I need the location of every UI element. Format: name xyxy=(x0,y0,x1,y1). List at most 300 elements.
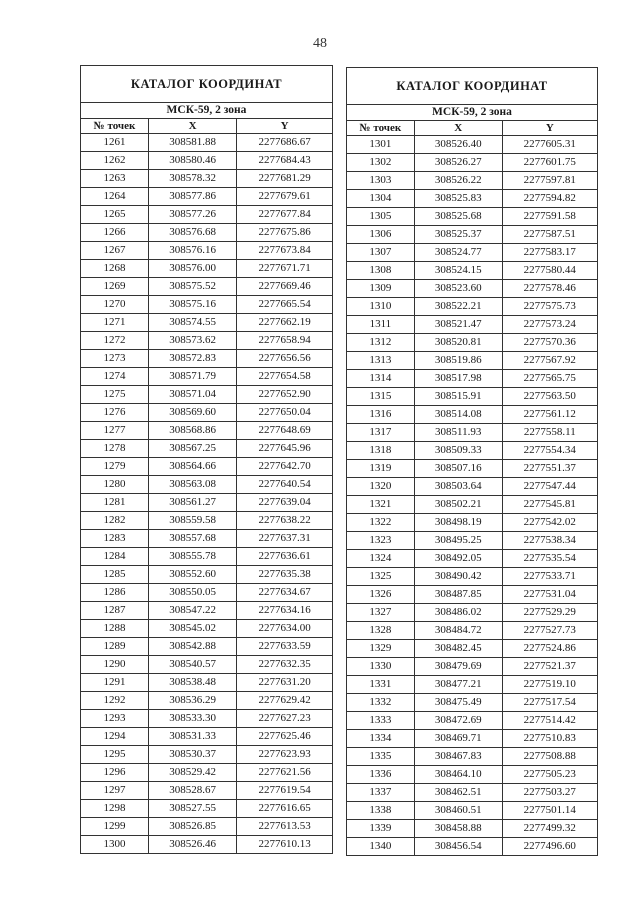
point-number-cell: 1276 xyxy=(81,404,149,422)
table-row xyxy=(347,532,598,550)
x-coordinate-cell: 308555.78 xyxy=(149,548,237,566)
table-row xyxy=(347,550,598,568)
catalog-body xyxy=(347,136,598,856)
table-row xyxy=(347,514,598,532)
y-coordinate-cell: 2277634.00 xyxy=(237,620,333,638)
table-row xyxy=(347,730,598,748)
x-coordinate-cell: 308559.58 xyxy=(149,512,237,530)
x-coordinate-cell: 308464.10 xyxy=(414,766,502,784)
y-coordinate-cell: 2277583.17 xyxy=(502,244,597,262)
y-coordinate-cell: 2277510.83 xyxy=(502,730,597,748)
x-coordinate-cell: 308576.00 xyxy=(149,260,237,278)
point-number-cell: 1270 xyxy=(81,296,149,314)
table-row xyxy=(81,188,333,206)
point-number-cell: 1329 xyxy=(347,640,415,658)
y-coordinate-cell: 2277505.23 xyxy=(502,766,597,784)
table-row xyxy=(347,676,598,694)
x-coordinate-cell: 308575.52 xyxy=(149,278,237,296)
y-coordinate-cell: 2277665.54 xyxy=(237,296,333,314)
x-coordinate-cell: 308547.22 xyxy=(149,602,237,620)
table-row xyxy=(347,280,598,298)
point-number-cell: 1312 xyxy=(347,334,415,352)
point-number-cell: 1264 xyxy=(81,188,149,206)
table-row xyxy=(81,800,333,818)
catalog-title: КАТАЛОГ КООРДИНАТ xyxy=(81,66,333,103)
x-coordinate-cell: 308479.69 xyxy=(414,658,502,676)
x-coordinate-cell: 308509.33 xyxy=(414,442,502,460)
table-row xyxy=(81,566,333,584)
x-coordinate-cell: 308507.16 xyxy=(414,460,502,478)
y-coordinate-cell: 2277634.67 xyxy=(237,584,333,602)
point-number-cell: 1263 xyxy=(81,170,149,188)
y-coordinate-cell: 2277662.19 xyxy=(237,314,333,332)
table-row xyxy=(81,530,333,548)
table-row xyxy=(347,190,598,208)
table-row xyxy=(347,442,598,460)
point-number-cell: 1325 xyxy=(347,568,415,586)
y-coordinate-cell: 2277633.59 xyxy=(237,638,333,656)
y-coordinate-cell: 2277650.04 xyxy=(237,404,333,422)
y-coordinate-cell: 2277575.73 xyxy=(502,298,597,316)
point-number-cell: 1337 xyxy=(347,784,415,802)
table-row xyxy=(81,710,333,728)
point-number-cell: 1287 xyxy=(81,602,149,620)
table-row xyxy=(81,764,333,782)
x-coordinate-cell: 308477.21 xyxy=(414,676,502,694)
y-coordinate-cell: 2277565.75 xyxy=(502,370,597,388)
coordinate-catalog-right xyxy=(346,67,598,856)
point-number-cell: 1323 xyxy=(347,532,415,550)
table-row xyxy=(81,512,333,530)
y-coordinate-cell: 2277561.12 xyxy=(502,406,597,424)
y-coordinate-cell: 2277671.71 xyxy=(237,260,333,278)
table-row xyxy=(347,316,598,334)
x-coordinate-cell: 308533.30 xyxy=(149,710,237,728)
point-number-cell: 1318 xyxy=(347,442,415,460)
x-coordinate-cell: 308462.51 xyxy=(414,784,502,802)
y-coordinate-cell: 2277677.84 xyxy=(237,206,333,224)
table-row xyxy=(81,548,333,566)
y-coordinate-cell: 2277675.86 xyxy=(237,224,333,242)
point-number-cell: 1292 xyxy=(81,692,149,710)
y-coordinate-cell: 2277538.34 xyxy=(502,532,597,550)
x-coordinate-cell: 308571.79 xyxy=(149,368,237,386)
point-number-cell: 1299 xyxy=(81,818,149,836)
table-row xyxy=(347,388,598,406)
table-row xyxy=(347,226,598,244)
y-coordinate-cell: 2277636.61 xyxy=(237,548,333,566)
point-number-cell: 1319 xyxy=(347,460,415,478)
point-number-cell: 1320 xyxy=(347,478,415,496)
y-coordinate-cell: 2277621.56 xyxy=(237,764,333,782)
point-number-cell: 1311 xyxy=(347,316,415,334)
y-coordinate-cell: 2277610.13 xyxy=(237,836,333,854)
table-row xyxy=(81,494,333,512)
point-number-cell: 1267 xyxy=(81,242,149,260)
table-row xyxy=(81,404,333,422)
x-coordinate-cell: 308567.25 xyxy=(149,440,237,458)
point-number-cell: 1295 xyxy=(81,746,149,764)
table-row xyxy=(347,406,598,424)
y-coordinate-cell: 2277594.82 xyxy=(502,190,597,208)
column-header-point-number: № точек xyxy=(81,119,149,134)
x-coordinate-cell: 308525.83 xyxy=(414,190,502,208)
x-coordinate-cell: 308527.55 xyxy=(149,800,237,818)
table-row xyxy=(347,838,598,856)
y-coordinate-cell: 2277637.31 xyxy=(237,530,333,548)
point-number-cell: 1340 xyxy=(347,838,415,856)
point-number-cell: 1282 xyxy=(81,512,149,530)
table-row xyxy=(347,640,598,658)
point-number-cell: 1265 xyxy=(81,206,149,224)
x-coordinate-cell: 308472.69 xyxy=(414,712,502,730)
point-number-cell: 1321 xyxy=(347,496,415,514)
x-coordinate-cell: 308486.02 xyxy=(414,604,502,622)
point-number-cell: 1278 xyxy=(81,440,149,458)
x-coordinate-cell: 308490.42 xyxy=(414,568,502,586)
y-coordinate-cell: 2277529.29 xyxy=(502,604,597,622)
y-coordinate-cell: 2277531.04 xyxy=(502,586,597,604)
table-row xyxy=(347,460,598,478)
column-header-x: X xyxy=(414,121,502,136)
x-coordinate-cell: 308540.57 xyxy=(149,656,237,674)
table-row xyxy=(81,224,333,242)
column-header-x: X xyxy=(149,119,237,134)
point-number-cell: 1331 xyxy=(347,676,415,694)
y-coordinate-cell: 2277508.88 xyxy=(502,748,597,766)
x-coordinate-cell: 308545.02 xyxy=(149,620,237,638)
table-row xyxy=(347,586,598,604)
point-number-cell: 1330 xyxy=(347,658,415,676)
x-coordinate-cell: 308536.29 xyxy=(149,692,237,710)
table-row xyxy=(81,620,333,638)
point-number-cell: 1307 xyxy=(347,244,415,262)
table-row xyxy=(347,424,598,442)
x-coordinate-cell: 308529.42 xyxy=(149,764,237,782)
y-coordinate-cell: 2277563.50 xyxy=(502,388,597,406)
x-coordinate-cell: 308569.60 xyxy=(149,404,237,422)
column-header-y: Y xyxy=(502,121,597,136)
y-coordinate-cell: 2277597.81 xyxy=(502,172,597,190)
y-coordinate-cell: 2277625.46 xyxy=(237,728,333,746)
catalog-title: КАТАЛОГ КООРДИНАТ xyxy=(347,68,598,105)
x-coordinate-cell: 308563.08 xyxy=(149,476,237,494)
y-coordinate-cell: 2277570.36 xyxy=(502,334,597,352)
y-coordinate-cell: 2277517.54 xyxy=(502,694,597,712)
x-coordinate-cell: 308575.16 xyxy=(149,296,237,314)
point-number-cell: 1273 xyxy=(81,350,149,368)
table-row xyxy=(347,748,598,766)
x-coordinate-cell: 308577.26 xyxy=(149,206,237,224)
point-number-cell: 1313 xyxy=(347,352,415,370)
y-coordinate-cell: 2277679.61 xyxy=(237,188,333,206)
table-row xyxy=(81,440,333,458)
point-number-cell: 1298 xyxy=(81,800,149,818)
table-row xyxy=(347,712,598,730)
column-header-point-number: № точек xyxy=(347,121,415,136)
point-number-cell: 1289 xyxy=(81,638,149,656)
table-row xyxy=(347,766,598,784)
x-coordinate-cell: 308525.68 xyxy=(414,208,502,226)
x-coordinate-cell: 308517.98 xyxy=(414,370,502,388)
x-coordinate-cell: 308514.08 xyxy=(414,406,502,424)
point-number-cell: 1283 xyxy=(81,530,149,548)
point-number-cell: 1277 xyxy=(81,422,149,440)
point-number-cell: 1272 xyxy=(81,332,149,350)
x-coordinate-cell: 308502.21 xyxy=(414,496,502,514)
y-coordinate-cell: 2277521.37 xyxy=(502,658,597,676)
x-coordinate-cell: 308482.45 xyxy=(414,640,502,658)
y-coordinate-cell: 2277514.42 xyxy=(502,712,597,730)
point-number-cell: 1271 xyxy=(81,314,149,332)
point-number-cell: 1333 xyxy=(347,712,415,730)
x-coordinate-cell: 308580.46 xyxy=(149,152,237,170)
y-coordinate-cell: 2277587.51 xyxy=(502,226,597,244)
x-coordinate-cell: 308538.48 xyxy=(149,674,237,692)
x-coordinate-cell: 308523.60 xyxy=(414,280,502,298)
point-number-cell: 1332 xyxy=(347,694,415,712)
y-coordinate-cell: 2277627.23 xyxy=(237,710,333,728)
x-coordinate-cell: 308475.49 xyxy=(414,694,502,712)
y-coordinate-cell: 2277503.27 xyxy=(502,784,597,802)
y-coordinate-cell: 2277669.46 xyxy=(237,278,333,296)
x-coordinate-cell: 308526.27 xyxy=(414,154,502,172)
table-row xyxy=(347,208,598,226)
y-coordinate-cell: 2277558.11 xyxy=(502,424,597,442)
point-number-cell: 1269 xyxy=(81,278,149,296)
y-coordinate-cell: 2277640.54 xyxy=(237,476,333,494)
y-coordinate-cell: 2277635.38 xyxy=(237,566,333,584)
point-number-cell: 1302 xyxy=(347,154,415,172)
point-number-cell: 1293 xyxy=(81,710,149,728)
y-coordinate-cell: 2277613.53 xyxy=(237,818,333,836)
x-coordinate-cell: 308564.66 xyxy=(149,458,237,476)
x-coordinate-cell: 308522.21 xyxy=(414,298,502,316)
point-number-cell: 1279 xyxy=(81,458,149,476)
table-row xyxy=(347,262,598,280)
point-number-cell: 1309 xyxy=(347,280,415,298)
table-row xyxy=(347,136,598,154)
table-row xyxy=(347,478,598,496)
point-number-cell: 1297 xyxy=(81,782,149,800)
table-row xyxy=(347,604,598,622)
point-number-cell: 1291 xyxy=(81,674,149,692)
y-coordinate-cell: 2277542.02 xyxy=(502,514,597,532)
table-row xyxy=(347,658,598,676)
point-number-cell: 1315 xyxy=(347,388,415,406)
y-coordinate-cell: 2277658.94 xyxy=(237,332,333,350)
table-row xyxy=(81,476,333,494)
point-number-cell: 1301 xyxy=(347,136,415,154)
y-coordinate-cell: 2277631.20 xyxy=(237,674,333,692)
y-coordinate-cell: 2277535.54 xyxy=(502,550,597,568)
table-row xyxy=(347,244,598,262)
point-number-cell: 1306 xyxy=(347,226,415,244)
x-coordinate-cell: 308530.37 xyxy=(149,746,237,764)
column-header-y: Y xyxy=(237,119,333,134)
point-number-cell: 1266 xyxy=(81,224,149,242)
point-number-cell: 1308 xyxy=(347,262,415,280)
table-row xyxy=(81,746,333,764)
point-number-cell: 1262 xyxy=(81,152,149,170)
table-row xyxy=(81,350,333,368)
point-number-cell: 1317 xyxy=(347,424,415,442)
table-row xyxy=(347,496,598,514)
y-coordinate-cell: 2277648.69 xyxy=(237,422,333,440)
x-coordinate-cell: 308531.33 xyxy=(149,728,237,746)
point-number-cell: 1339 xyxy=(347,820,415,838)
table-row xyxy=(347,802,598,820)
table-row xyxy=(81,332,333,350)
x-coordinate-cell: 308550.05 xyxy=(149,584,237,602)
x-coordinate-cell: 308521.47 xyxy=(414,316,502,334)
point-number-cell: 1335 xyxy=(347,748,415,766)
point-number-cell: 1316 xyxy=(347,406,415,424)
point-number-cell: 1288 xyxy=(81,620,149,638)
point-number-cell: 1286 xyxy=(81,584,149,602)
x-coordinate-cell: 308552.60 xyxy=(149,566,237,584)
x-coordinate-cell: 308460.51 xyxy=(414,802,502,820)
x-coordinate-cell: 308467.83 xyxy=(414,748,502,766)
table-row xyxy=(81,584,333,602)
x-coordinate-cell: 308528.67 xyxy=(149,782,237,800)
point-number-cell: 1322 xyxy=(347,514,415,532)
table-row xyxy=(347,820,598,838)
point-number-cell: 1275 xyxy=(81,386,149,404)
y-coordinate-cell: 2277642.70 xyxy=(237,458,333,476)
x-coordinate-cell: 308503.64 xyxy=(414,478,502,496)
x-coordinate-cell: 308576.68 xyxy=(149,224,237,242)
y-coordinate-cell: 2277547.44 xyxy=(502,478,597,496)
y-coordinate-cell: 2277638.22 xyxy=(237,512,333,530)
point-number-cell: 1334 xyxy=(347,730,415,748)
point-number-cell: 1310 xyxy=(347,298,415,316)
y-coordinate-cell: 2277591.58 xyxy=(502,208,597,226)
x-coordinate-cell: 308568.86 xyxy=(149,422,237,440)
x-coordinate-cell: 308573.62 xyxy=(149,332,237,350)
y-coordinate-cell: 2277652.90 xyxy=(237,386,333,404)
point-number-cell: 1303 xyxy=(347,172,415,190)
table-row xyxy=(347,352,598,370)
y-coordinate-cell: 2277567.92 xyxy=(502,352,597,370)
x-coordinate-cell: 308526.46 xyxy=(149,836,237,854)
x-coordinate-cell: 308515.91 xyxy=(414,388,502,406)
y-coordinate-cell: 2277580.44 xyxy=(502,262,597,280)
coordinate-catalog-left xyxy=(80,65,333,854)
table-row xyxy=(347,568,598,586)
table-row xyxy=(347,154,598,172)
table-row xyxy=(347,172,598,190)
x-coordinate-cell: 308519.86 xyxy=(414,352,502,370)
point-number-cell: 1314 xyxy=(347,370,415,388)
table-row xyxy=(347,784,598,802)
point-number-cell: 1328 xyxy=(347,622,415,640)
x-coordinate-cell: 308526.85 xyxy=(149,818,237,836)
x-coordinate-cell: 308561.27 xyxy=(149,494,237,512)
point-number-cell: 1284 xyxy=(81,548,149,566)
table-row xyxy=(81,818,333,836)
x-coordinate-cell: 308492.05 xyxy=(414,550,502,568)
y-coordinate-cell: 2277519.10 xyxy=(502,676,597,694)
point-number-cell: 1294 xyxy=(81,728,149,746)
table-row xyxy=(81,206,333,224)
y-coordinate-cell: 2277601.75 xyxy=(502,154,597,172)
catalog-zone: МСК-59, 2 зона xyxy=(347,105,598,121)
point-number-cell: 1327 xyxy=(347,604,415,622)
y-coordinate-cell: 2277545.81 xyxy=(502,496,597,514)
table-row xyxy=(81,782,333,800)
table-row xyxy=(81,638,333,656)
x-coordinate-cell: 308456.54 xyxy=(414,838,502,856)
point-number-cell: 1326 xyxy=(347,586,415,604)
point-number-cell: 1285 xyxy=(81,566,149,584)
y-coordinate-cell: 2277639.04 xyxy=(237,494,333,512)
y-coordinate-cell: 2277629.42 xyxy=(237,692,333,710)
x-coordinate-cell: 308498.19 xyxy=(414,514,502,532)
y-coordinate-cell: 2277573.24 xyxy=(502,316,597,334)
table-row xyxy=(347,622,598,640)
table-row xyxy=(81,656,333,674)
x-coordinate-cell: 308495.25 xyxy=(414,532,502,550)
y-coordinate-cell: 2277654.58 xyxy=(237,368,333,386)
point-number-cell: 1336 xyxy=(347,766,415,784)
x-coordinate-cell: 308524.15 xyxy=(414,262,502,280)
x-coordinate-cell: 308484.72 xyxy=(414,622,502,640)
y-coordinate-cell: 2277634.16 xyxy=(237,602,333,620)
table-row xyxy=(81,134,333,152)
page-number: 48 xyxy=(313,36,327,51)
y-coordinate-cell: 2277681.29 xyxy=(237,170,333,188)
y-coordinate-cell: 2277527.73 xyxy=(502,622,597,640)
x-coordinate-cell: 308577.86 xyxy=(149,188,237,206)
table-row xyxy=(347,370,598,388)
y-coordinate-cell: 2277578.46 xyxy=(502,280,597,298)
x-coordinate-cell: 308557.68 xyxy=(149,530,237,548)
table-row xyxy=(81,260,333,278)
x-coordinate-cell: 308571.04 xyxy=(149,386,237,404)
y-coordinate-cell: 2277524.86 xyxy=(502,640,597,658)
table-row xyxy=(81,458,333,476)
table-row xyxy=(81,242,333,260)
point-number-cell: 1296 xyxy=(81,764,149,782)
y-coordinate-cell: 2277533.71 xyxy=(502,568,597,586)
x-coordinate-cell: 308524.77 xyxy=(414,244,502,262)
table-row xyxy=(347,694,598,712)
y-coordinate-cell: 2277554.34 xyxy=(502,442,597,460)
x-coordinate-cell: 308458.88 xyxy=(414,820,502,838)
table-row xyxy=(81,314,333,332)
point-number-cell: 1290 xyxy=(81,656,149,674)
point-number-cell: 1305 xyxy=(347,208,415,226)
catalog-zone: МСК-59, 2 зона xyxy=(81,103,333,119)
y-coordinate-cell: 2277656.56 xyxy=(237,350,333,368)
point-number-cell: 1338 xyxy=(347,802,415,820)
table-row xyxy=(81,728,333,746)
x-coordinate-cell: 308526.40 xyxy=(414,136,502,154)
x-coordinate-cell: 308469.71 xyxy=(414,730,502,748)
x-coordinate-cell: 308520.81 xyxy=(414,334,502,352)
y-coordinate-cell: 2277673.84 xyxy=(237,242,333,260)
x-coordinate-cell: 308542.88 xyxy=(149,638,237,656)
y-coordinate-cell: 2277551.37 xyxy=(502,460,597,478)
x-coordinate-cell: 308576.16 xyxy=(149,242,237,260)
table-row xyxy=(81,296,333,314)
x-coordinate-cell: 308581.88 xyxy=(149,134,237,152)
x-coordinate-cell: 308487.85 xyxy=(414,586,502,604)
x-coordinate-cell: 308525.37 xyxy=(414,226,502,244)
y-coordinate-cell: 2277496.60 xyxy=(502,838,597,856)
table-row xyxy=(81,152,333,170)
